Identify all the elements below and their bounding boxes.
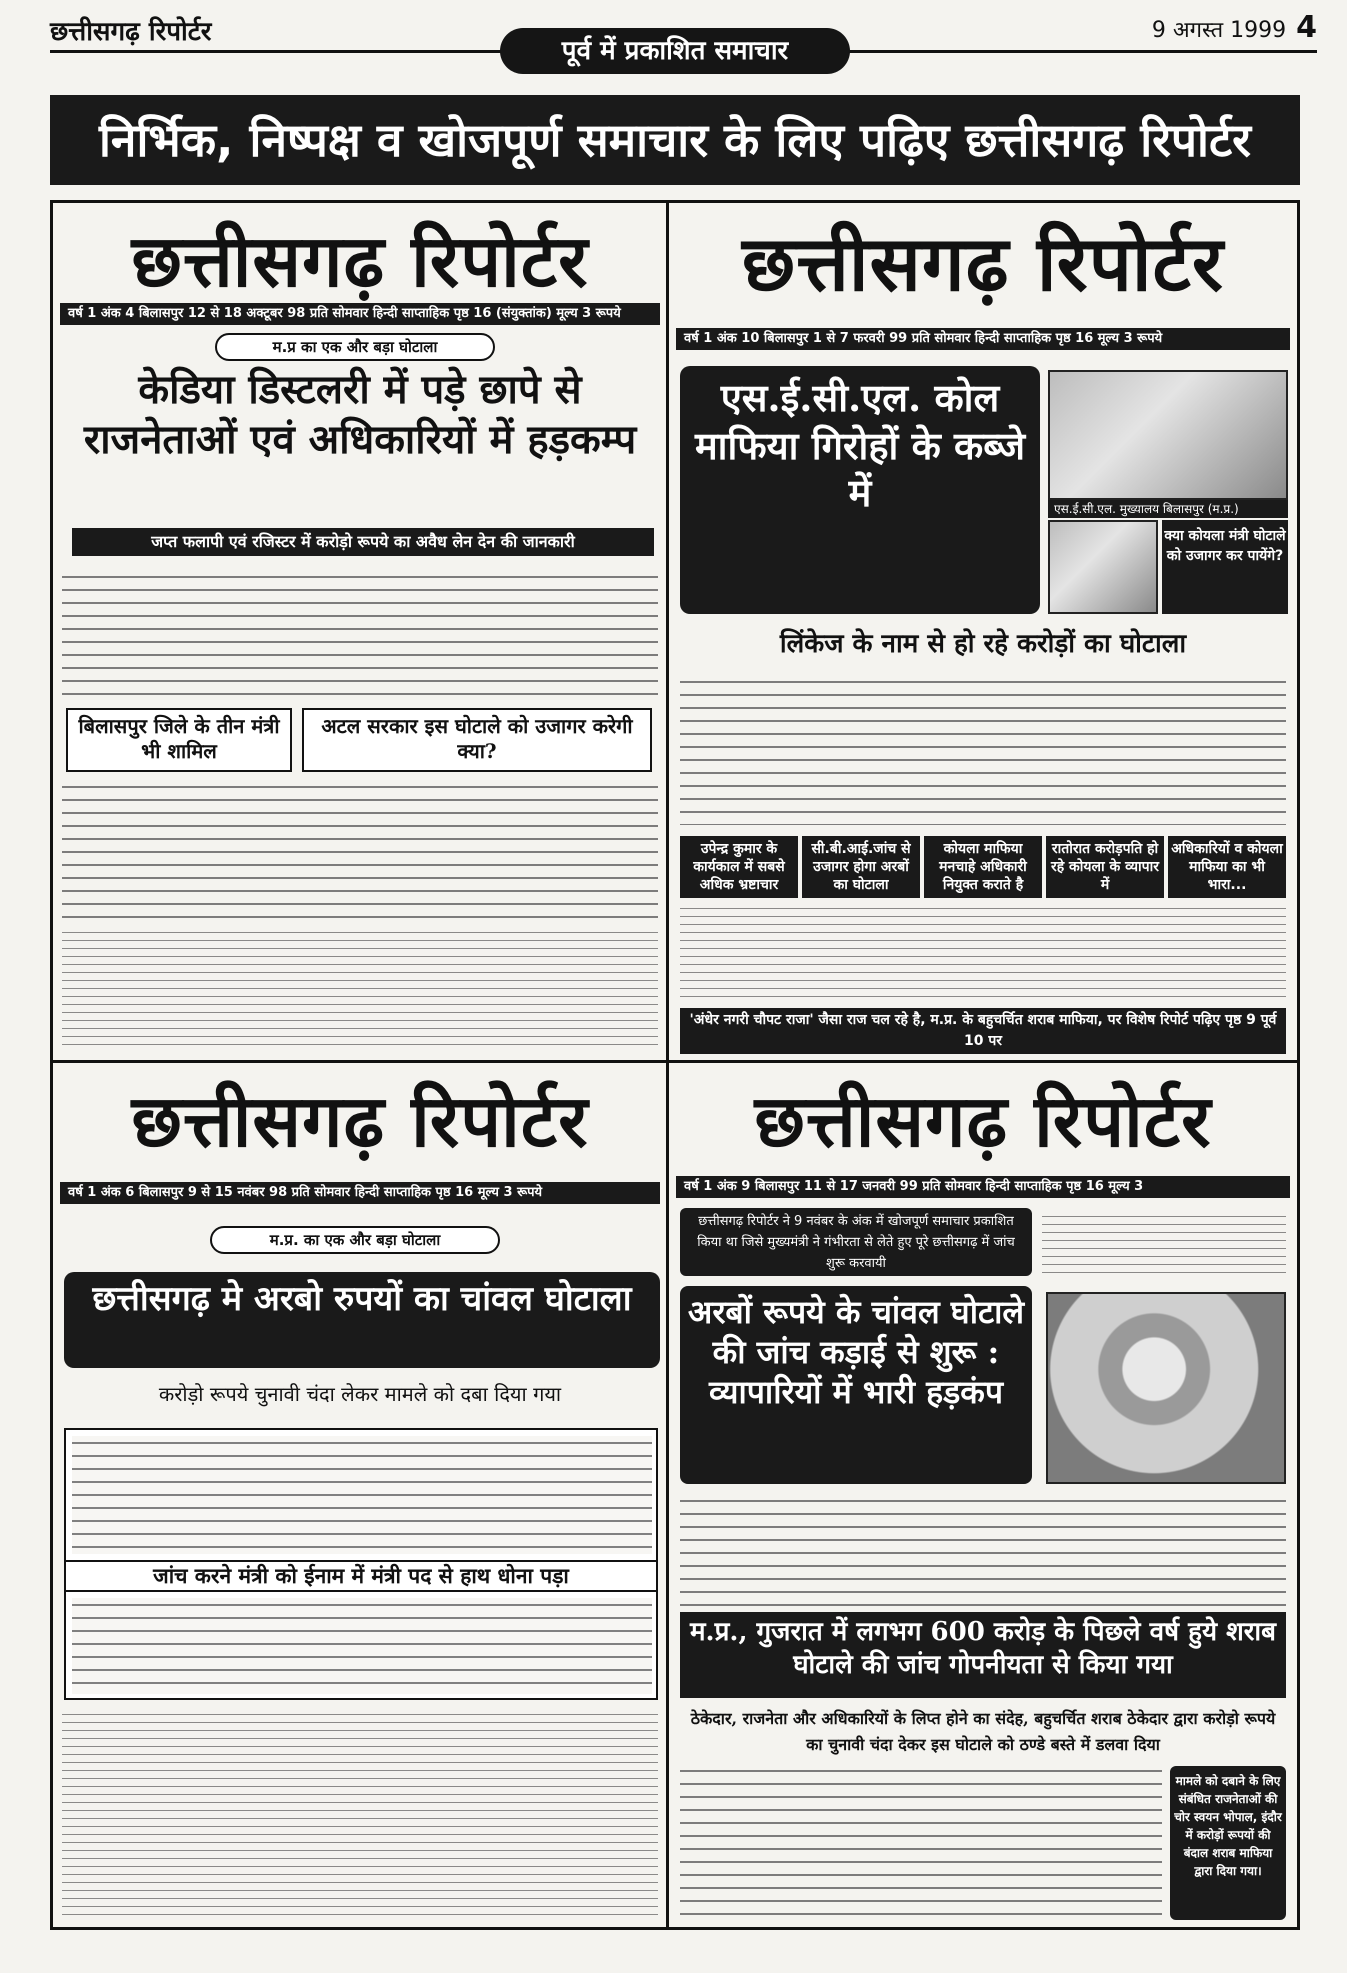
issue-date: 9 अगस्त 1999 [1151, 18, 1287, 43]
clip2-body-text [680, 675, 1286, 825]
clip1-body-text-2 [62, 780, 658, 920]
clip2-dark-headline: एस.ई.सी.एल. कोल माफिया गिरोहों के कब्जे में [680, 366, 1040, 614]
clip4-subhead: ठेकेदार, राजनेता और अधिकारियों के लिप्त होने का संदेह, बहुचर्चित शराब ठेकेदार द्वारा करोड़ो रूपये का चुनावी चंदा देकर इस घोटाले को ठण्डे बस्ते में डलवा दिया [690, 1709, 1276, 1754]
clip2-masthead: छत्तीसगढ़ रिपोर्टर [742, 219, 1224, 308]
clip1-headline: केडिया डिस्टलरी में पड़े छापे से राजनेताओं एवं अधिकारियों में हड़कम्प [83, 366, 637, 463]
clip1-issue-info: वर्ष 1 अंक 4 बिलासपुर 12 से 18 अक्टूबर 98 प्रति सोमवार हिन्दी साप्ताहिक पृष्ठ 16 (संयुक्तांक) मूल्य 3 रूपये [60, 303, 660, 325]
clip2-headline: लिंकेज के नाम से हो रहे करोड़ों का घोटाला [779, 629, 1187, 659]
clip2-subhead-3: कोयला माफिया मनचाहे अधिकारी नियुक्त कराते है [924, 836, 1042, 898]
clip4-intro-text [1042, 1212, 1286, 1274]
clip4-body-text-2 [680, 1764, 1162, 1922]
clip3-body-text [72, 1436, 652, 1554]
clip1-masthead: छत्तीसगढ़ रिपोर्टर [131, 218, 589, 303]
clip3-issue-info: वर्ष 1 अंक 6 बिलासपुर 9 से 15 नवंबर 98 प्रति सोमवार हिन्दी साप्ताहिक पृष्ठ 16 मूल्य 3 रूपये [60, 1182, 660, 1204]
clip4-dark-headline: अरबों रूपये के चांवल घोटाले की जांच कड़ाई से शुरू : व्यापारियों में भारी हड़कंप [680, 1286, 1032, 1484]
clip1-body-text [62, 570, 658, 700]
section-label: पूर्व में प्रकाशित समाचार [500, 28, 850, 74]
page-banner: निर्भिक, निष्पक्ष व खोजपूर्ण समाचार के लिए पढ़िए छत्तीसगढ़ रिपोर्टर [50, 95, 1300, 185]
clip4-body-text [680, 1494, 1286, 1606]
clip4-intro-box: छत्तीसगढ़ रिपोर्टर ने 9 नवंबर के अंक में खोजपूर्ण समाचार प्रकाशित किया था जिसे मुख्यमंत्री ने गंभीरता से लेते हुए पूरे छत्तीसगढ़ में जांच शुरू करवायी [680, 1208, 1032, 1276]
clip1-box-question: अटल सरकार इस घोटाले को उजागर करेगी क्या? [302, 708, 652, 772]
grid-vertical-divider [666, 200, 669, 1930]
clip3-inner-banner: जांच करने मंत्री को ईनाम में मंत्री पद से हाथ धोना पड़ा [66, 1560, 656, 1592]
clip2-side-question: क्या कोयला मंत्री घोटाले को उजागर कर पायेंगे? [1162, 520, 1288, 614]
clip3-masthead: छत्तीसगढ़ रिपोर्टर [131, 1078, 589, 1163]
clip2-subhead-4: रातोरात करोड़पति हो रहे कोयला के व्यापार में [1046, 836, 1164, 898]
clip2-subheads [680, 836, 1286, 898]
clip2-subhead-5: अधिकारियों व कोयला माफिया का भी भारा... [1168, 836, 1286, 898]
clip2-columns-text [680, 904, 1286, 1002]
clip3-columns-text [62, 1710, 658, 1922]
clip4-side-box: मामले को दबाने के लिए संबंधित राजनेताओं की चोर स्वयन भोपाल, इंदौर में करोड़ों रूपयों की बंदाल शराब माफिया द्वारा दिया गया। [1170, 1766, 1286, 1920]
clip3-subhead: करोड़ो रूपये चुनावी चंदा लेकर मामले को दबा दिया गया [158, 1382, 562, 1406]
clip2-footer-note: 'अंधेर नगरी चौपट राजा' जैसा राज चल रहे है, म.प्र. के बहुचर्चित शराब माफिया, पर विशेष रिपोर्ट पढ़िए पृष्ठ 9 पूर्व 10 पर [680, 1008, 1286, 1054]
clip2-issue-info: वर्ष 1 अंक 10 बिलासपुर 1 से 7 फरवरी 99 प्रति सोमवार हिन्दी साप्ताहिक पृष्ठ 16 मूल्य 3 रूपये [676, 328, 1290, 350]
clip3-body-text-2 [72, 1598, 652, 1694]
clip2-portrait-photo [1048, 520, 1158, 614]
clip1-oval-tag: म.प्र का एक और बड़ा घोटाला [215, 333, 495, 361]
clip4-masthead: छत्तीसगढ़ रिपोर्टर [754, 1078, 1212, 1163]
page-number: 4 [1296, 10, 1317, 45]
clip2-photo-caption: एस.ई.सी.एल. मुख्यालय बिलासपुर (म.प्र.) [1048, 500, 1288, 518]
clip3-oval-tag: म.प्र. का एक और बड़ा घोटाला [210, 1226, 500, 1254]
clip2-subhead-2: सी.बी.आई.जांच से उजागर होगा अरबों का घोटाला [802, 836, 920, 898]
clip3-dark-headline: छत्तीसगढ़ मे अरबो रुपयों का चांवल घोटाला [64, 1272, 660, 1368]
clip3-boxed-story [64, 1428, 658, 1700]
grid-horizontal-divider [50, 1060, 1300, 1063]
clip2-building-photo [1048, 370, 1288, 500]
clip4-portrait-photo [1046, 1292, 1286, 1484]
clip1-box-ministers: बिलासपुर जिले के तीन मंत्री भी शामिल [66, 708, 292, 772]
clip1-subhead: जप्त फलापी एवं रजिस्टर में करोड़ो रूपये का अवैध लेन देन की जानकारी [72, 528, 654, 556]
clip2-subhead-1: उपेन्द्र कुमार के कार्यकाल में सबसे अधिक भ्रष्टाचार [680, 836, 798, 898]
clip4-banner: म.प्र., गुजरात में लगभग 600 करोड़ के पिछले वर्ष हुये शराब घोटाले की जांच गोपनीयता से किया गया [680, 1612, 1286, 1698]
clip4-issue-info: वर्ष 1 अंक 9 बिलासपुर 11 से 17 जनवरी 99 प्रति सोमवार हिन्दी साप्ताहिक पृष्ठ 16 मूल्य 3 [676, 1176, 1290, 1198]
clip1-columns-text [62, 928, 658, 1050]
paper-name-header: छत्तीसगढ़ रिपोर्टर [50, 17, 212, 47]
date-page-header [1152, 10, 1317, 45]
